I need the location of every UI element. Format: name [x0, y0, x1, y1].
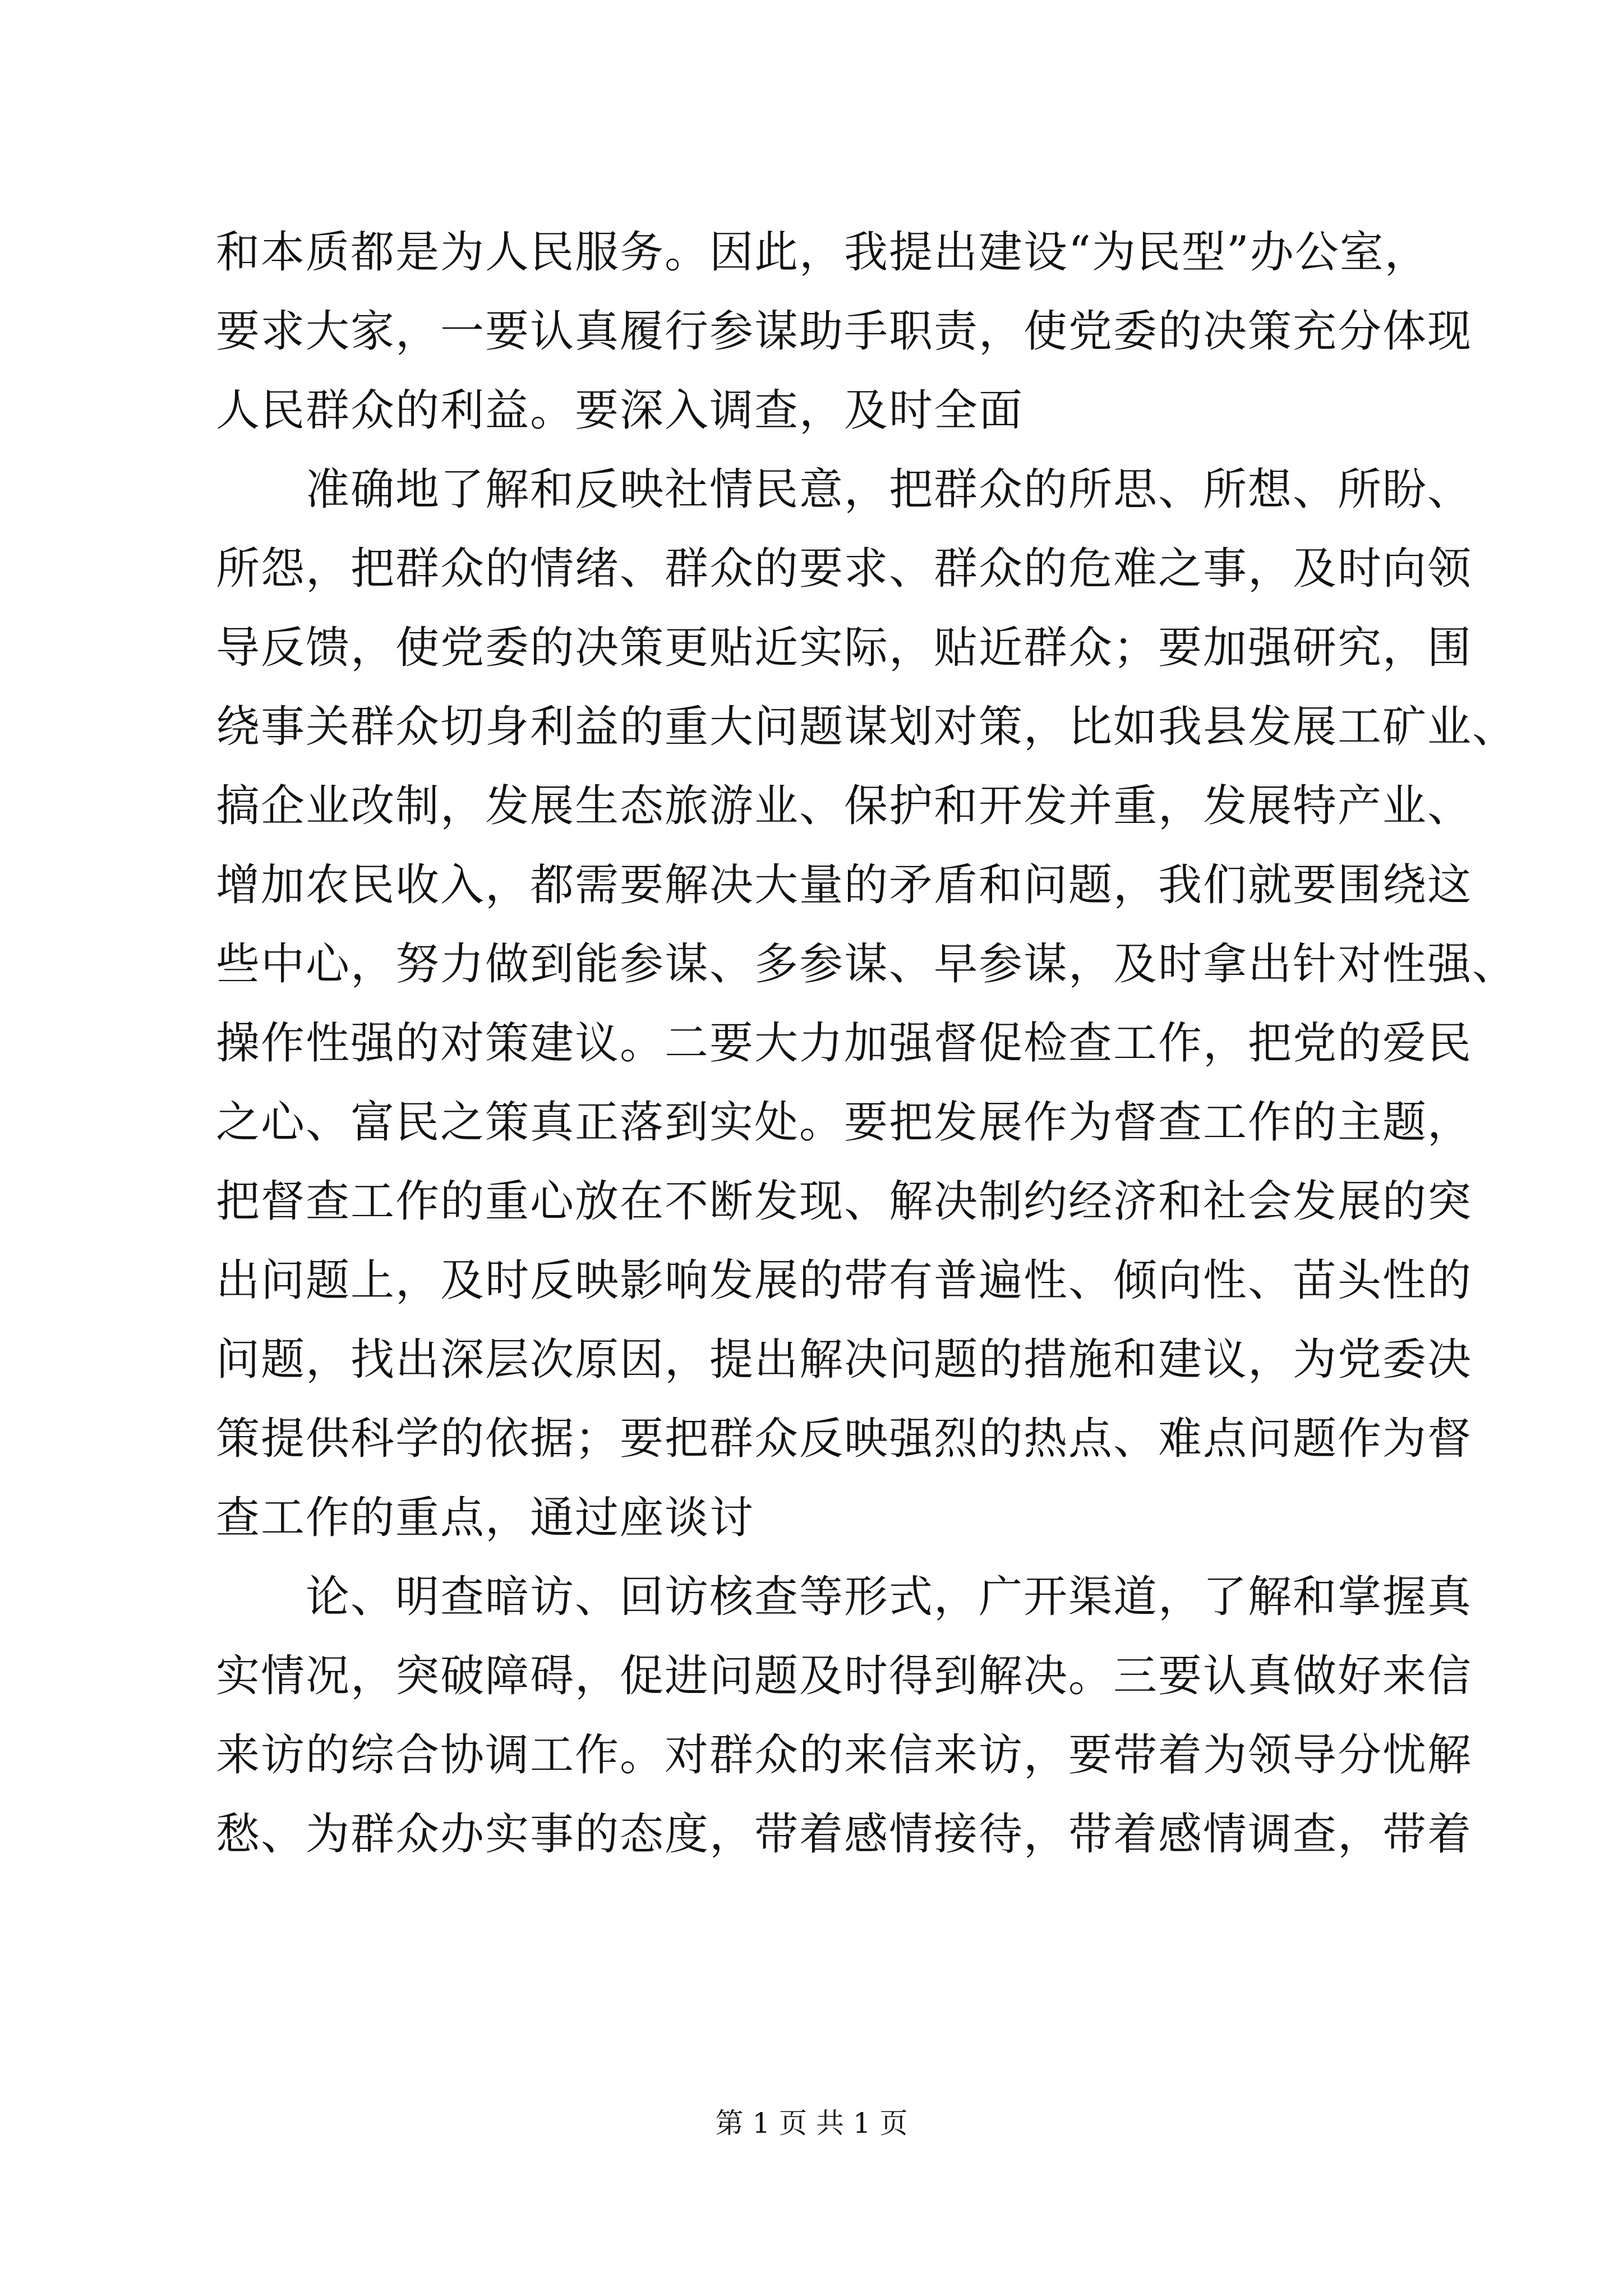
text-line: 绕事关群众切身利益的重大问题谋划对策，比如我县发展工矿业、	[216, 702, 1518, 752]
text-line: 策提供科学的依据；要把群众反映强烈的热点、难点问题作为督	[216, 1414, 1473, 1464]
text-line: 把督查工作的重心放在不断发现、解决制约经济和社会发展的突	[216, 1176, 1473, 1227]
text-line: 些中心，努力做到能参谋、多参谋、早参谋，及时拿出针对性强、	[216, 939, 1518, 990]
paragraph-start-line: 准确地了解和反映社情民意，把群众的所思、所想、所盼、	[306, 464, 1473, 515]
text-line: 搞企业改制，发展生态旅游业、保护和开发并重，发展特产业、	[216, 781, 1473, 831]
text-line: 愁、为群众办实事的态度，带着感情接待，带着感情调查，带着	[216, 1809, 1473, 1860]
text-line: 导反馈，使党委的决策更贴近实际，贴近群众；要加强研究，围	[216, 623, 1473, 673]
text-line: 增加农民收入，都需要解决大量的矛盾和问题，我们就要围绕这	[216, 860, 1473, 910]
text-line: 实情况，突破障碍，促进问题及时得到解决。三要认真做好来信	[216, 1651, 1473, 1701]
paragraph-start-line: 论、明查暗访、回访核查等形式，广开渠道，了解和掌握真	[306, 1572, 1473, 1622]
text-line: 和本质都是为人民服务。因此，我提出建设“为民型”办公室，	[216, 227, 1430, 278]
text-line: 查工作的重点，通过座谈讨	[216, 1493, 755, 1543]
text-line: 人民群众的利益。要深入调查，及时全面	[216, 385, 1024, 436]
text-line: 问题，找出深层次原因，提出解决问题的措施和建议，为党委决	[216, 1335, 1473, 1385]
body-text	[216, 213, 1518, 1874]
text-line: 要求大家，一要认真履行参谋助手职责，使党委的决策充分体现	[216, 306, 1473, 357]
text-line: 所怨，把群众的情绪、群众的要求、群众的危难之事，及时向领	[216, 544, 1473, 594]
text-line: 操作性强的对策建议。二要大力加强督促检查工作，把党的爱民	[216, 1018, 1473, 1069]
text-line: 来访的综合协调工作。对群众的来信来访，要带着为领导分忧解	[216, 1730, 1473, 1780]
text-line: 之心、富民之策真正落到实处。要把发展作为督查工作的主题，	[216, 1097, 1473, 1148]
text-line: 出问题上，及时反映影响发展的带有普遍性、倾向性、苗头性的	[216, 1255, 1473, 1306]
page-footer: 第 1 页 共 1 页	[715, 2107, 908, 2139]
